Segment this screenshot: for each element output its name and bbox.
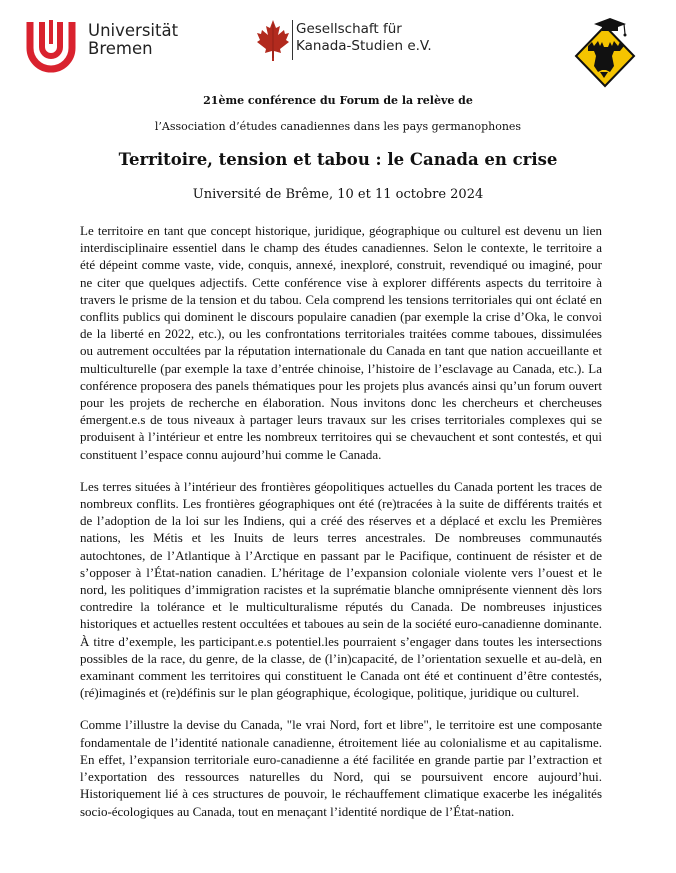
paragraph-2: Les terres situées à l’intérieur des frontières géopolitiques actuelles du Canada portent les traces de nombreux conflits. Les frontières géographiques ont été (re)tracées à la suite de différents traités et de l’adoption de la loi sur les Indiens, qui a créé des réserves et a déplacé et exclu les Premières nations, les Métis et les Inuits de leurs terres ancestrales. De nombreuses communautés autochtones, de l’Atlantique à l’Arctique en passant par le Pacifique, continuent de résister et de s’opposer à l’État-nation canadien. L’héritage de l’expansion coloniale violente vers l’ouest et le nord, les politiques d’immigration racistes et la suprématie blanche omniprésente viennent dès lors contredire la tolérance et le multiculturalisme réputés du Canada. De nombreuses injustices historiques et actuelles restent occultées et taboues au sein de la société euro-canadienne dominante. À titre d’exemple, les participant.e.s potentiel.les pourraient s’engager dans toutes les intersections possibles de la race, du genre, de la classe, de (l’in)capacité, de l’orientation sexuelle et au-delà, en examinant comment les territoires qui constituent le Canada ont été et continuent d’être contestés, (ré)imaginés et (re)définis sur le plan géographique, écologique, politique, juridique ou culturel. xyxy=(80,478,602,701)
universitaet-bremen-wordmark xyxy=(88,22,178,58)
gks-logo xyxy=(256,18,446,66)
conference-title: Territoire, tension et tabou : le Canada en crise xyxy=(118,150,558,169)
maple-leaf-icon xyxy=(256,18,290,62)
universitaet-bremen-logo xyxy=(22,20,179,78)
association-name: l’Association d’études canadiennes dans les pays germanophones xyxy=(154,120,522,133)
gks-wordmark xyxy=(296,21,432,55)
conference-edition: 21ème conférence du Forum de la relève de xyxy=(203,94,473,107)
logo-divider xyxy=(292,20,293,60)
paragraph-1: Le territoire en tant que concept historique, juridique, géographique ou culturel est devenu un lien interdisciplinaire essentiel dans le champ des études canadiennes. Selon le contexte, le territoire a été dépeint comme vaste, vide, conquis, annexé, inexploré, construit, revendiqué ou imaginé, pour ne citer que quelques adjectifs. Cette conférence vise à explorer différents aspects du territoire à travers le prisme de la tension et du tabou. Cela comprend les tensions territoriales qui ont éclaté en conflits publics qui dominent le discours populaire canadien (par exemple la crise d’Oka, le convoi de la liberté en 2022, etc.), ou les confrontations territoriales traitées comme taboues, dissimulées ou autrement occultées par la réputation internationale du Canada en tant que nation accueillante et multiculturelle (par exemple la taxe d’entrée chinoise, l’histoire de l’esclavage au Canada, etc.). La conférence proposera des panels thématiques pour les projets plus avancés ainsi qu’un forum ouvert pour les projets de recherche en élaboration. Nous invitons donc les chercheurs et chercheuses émergent.e.s de tous niveaux à partager leurs travaux sur les crises territoriales complexes qui se produisent à l’intérieur et entre les nombreux territoires qui se chevauchent et sont contestés, et qui constituent l’espace connu aujourd’hui comme le Canada. xyxy=(80,223,602,462)
call-for-papers-body xyxy=(80,222,602,835)
moose-graduation-cap-sign-icon xyxy=(572,16,638,90)
paragraph-3: Comme l’illustre la devise du Canada, "le vrai Nord, fort et libre", le territoire est une composante fondamentale de l’identité nationale canadienne, étroitement liée au colonialisme et au capitalisme. En effet, l’expansion territoriale euro-canadienne a été facilitée en grande partie par l’extraction et l’exportation des ressources naturelles du Nord, qui se poursuivent encore aujourd’hui. Historiquement lié à ces structures de pouvoir, le réchauffement climatique exacerbe les inégalités socio-écologiques au Canada, tout en menaçant l’identité nordique de l’État-nation. xyxy=(80,717,602,819)
bremen-u-logo-icon xyxy=(22,20,80,76)
place-and-date: Université de Brême, 10 et 11 octobre 2024 xyxy=(192,187,484,202)
university-name-line2: Bremen xyxy=(88,39,153,58)
society-name-line1: Gesellschaft für xyxy=(296,21,402,37)
society-name-line2: Kanada-Studien e.V. xyxy=(296,38,432,54)
university-name-line1: Universität xyxy=(88,21,179,40)
forum-moose-badge xyxy=(572,16,638,90)
